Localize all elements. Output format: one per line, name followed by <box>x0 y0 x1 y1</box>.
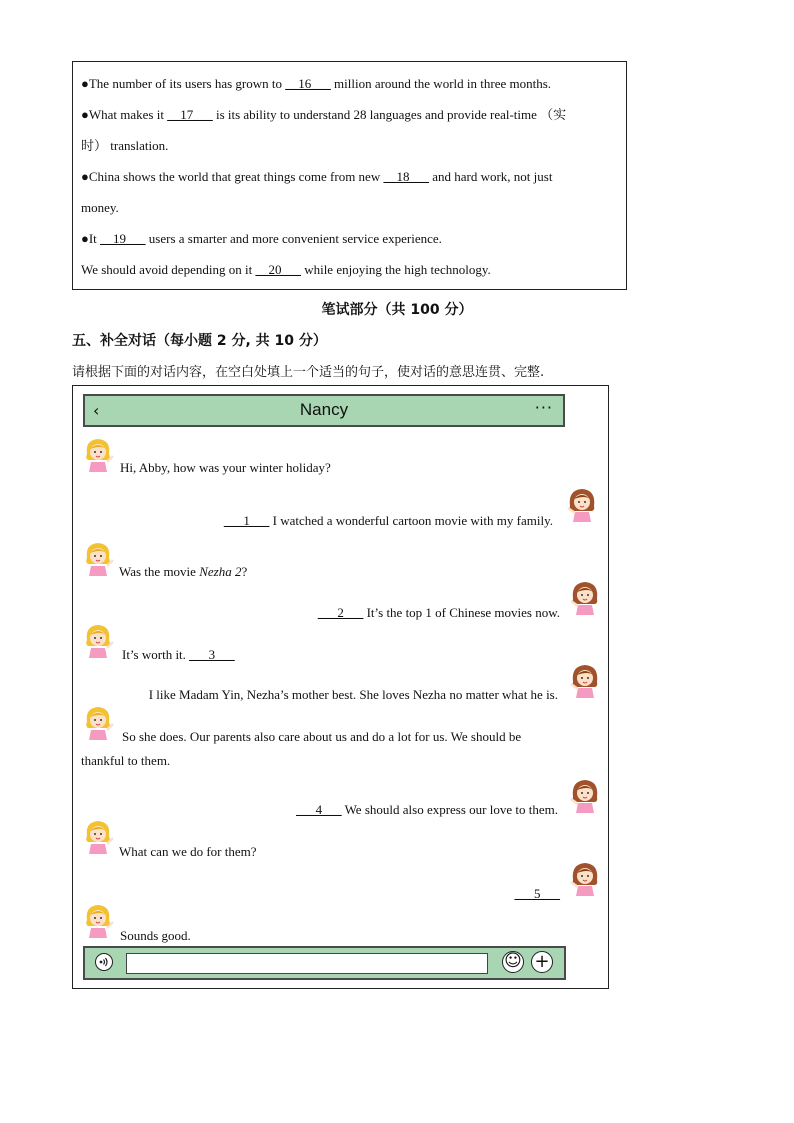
message-4 <box>318 605 560 621</box>
blank-1[interactable]: ___1___ <box>223 513 270 528</box>
plus-icon[interactable]: + <box>531 951 553 973</box>
blank-19[interactable]: __19___ <box>100 231 146 246</box>
message-text: It’s the top 1 of Chinese movies now. <box>363 605 560 620</box>
message-text: I watched a wonderful cartoon movie with my family. <box>269 513 553 528</box>
message-9: What can we do for them? <box>119 844 257 859</box>
blank-20[interactable]: __20___ <box>255 262 301 277</box>
message-input[interactable] <box>126 953 488 974</box>
line-text: million around the world in three months. <box>330 76 552 91</box>
girl-avatar-icon <box>568 777 602 815</box>
message-5 <box>122 647 235 663</box>
girl-avatar-icon <box>81 818 115 856</box>
chat-input-bar <box>83 946 566 980</box>
message-11: Sounds good. <box>120 928 191 943</box>
message-text: We should also express our love to them. <box>341 802 558 817</box>
summary-line-18 <box>81 169 552 185</box>
blank-18[interactable]: __18___ <box>383 169 429 184</box>
line-text: ●China shows the world that great things come from new <box>81 169 384 184</box>
message-1: Hi, Abby, how was your winter holiday? <box>120 460 331 475</box>
message-text: ? <box>241 564 248 579</box>
message-7: So she does. Our parents also care about us and do a lot for us. We should be <box>122 729 522 744</box>
speaker-wave-icon <box>97 955 111 969</box>
line-text: We should avoid depending on it <box>81 262 256 277</box>
section-title: 五、补全对话（每小题 2 分, 共 10 分） <box>72 333 327 349</box>
girl-avatar-icon <box>568 579 602 617</box>
emoji-icon[interactable]: ☺ <box>502 951 524 973</box>
summary-box <box>72 61 627 290</box>
girl-avatar-icon <box>81 436 115 474</box>
more-icon[interactable]: ··· <box>534 398 553 417</box>
summary-line-17-cont: 时） translation. <box>81 138 169 153</box>
summary-line-20 <box>81 262 491 278</box>
chat-title: Nancy <box>299 400 349 419</box>
line-text: is its ability to understand 28 languages and provide real-time （实 <box>212 107 567 122</box>
line-text: ●The number of its users has grown to <box>81 76 286 91</box>
girl-avatar-icon <box>568 860 602 898</box>
girl-avatar-icon <box>81 540 115 578</box>
blank-16[interactable]: __16___ <box>285 76 331 91</box>
blank-3[interactable]: ___3___ <box>189 647 235 662</box>
line-text: while enjoying the high technology. <box>300 262 491 277</box>
message-text: Was the movie <box>119 564 200 579</box>
movie-title: Nezha 2 <box>199 564 242 579</box>
voice-icon[interactable] <box>95 953 113 971</box>
line-text: users a smarter and more convenient service experience. <box>145 231 442 246</box>
blank-4[interactable]: ___4___ <box>296 802 342 817</box>
girl-avatar-icon <box>81 704 115 742</box>
girl-avatar-icon <box>565 486 599 524</box>
message-text: It’s worth it. <box>122 647 190 662</box>
line-text: and hard work, not just <box>428 169 553 184</box>
message-2 <box>224 513 553 529</box>
message-6: I like Madam Yin, Nezha’s mother best. She loves Nezha no matter what he is. <box>148 687 558 702</box>
summary-line-17 <box>81 107 566 123</box>
message-10 <box>515 886 561 902</box>
girl-avatar-icon <box>81 622 115 660</box>
girl-avatar-icon <box>81 902 115 940</box>
instruction-text: 请根据下面的对话内容，在空白处填上一个适当的句子，使对话的意思连贯、完整. <box>72 365 545 380</box>
message-8 <box>296 802 558 818</box>
blank-2[interactable]: ___2___ <box>317 605 364 620</box>
chat-window <box>72 385 609 989</box>
chat-header <box>83 394 565 427</box>
summary-line-16 <box>81 76 551 92</box>
message-7-cont: thankful to them. <box>81 753 171 768</box>
back-icon[interactable]: ‹ <box>93 401 100 420</box>
line-text: ●What makes it <box>81 107 168 122</box>
blank-17[interactable]: __17___ <box>167 107 213 122</box>
message-3 <box>119 564 247 580</box>
written-section-title: 笔试部分（共 100 分） <box>321 302 473 318</box>
summary-line-18-cont: money. <box>81 200 119 215</box>
summary-line-19 <box>81 231 442 247</box>
girl-avatar-icon <box>568 662 602 700</box>
blank-5[interactable]: ___5___ <box>514 886 560 901</box>
line-text: ●It <box>81 231 101 246</box>
